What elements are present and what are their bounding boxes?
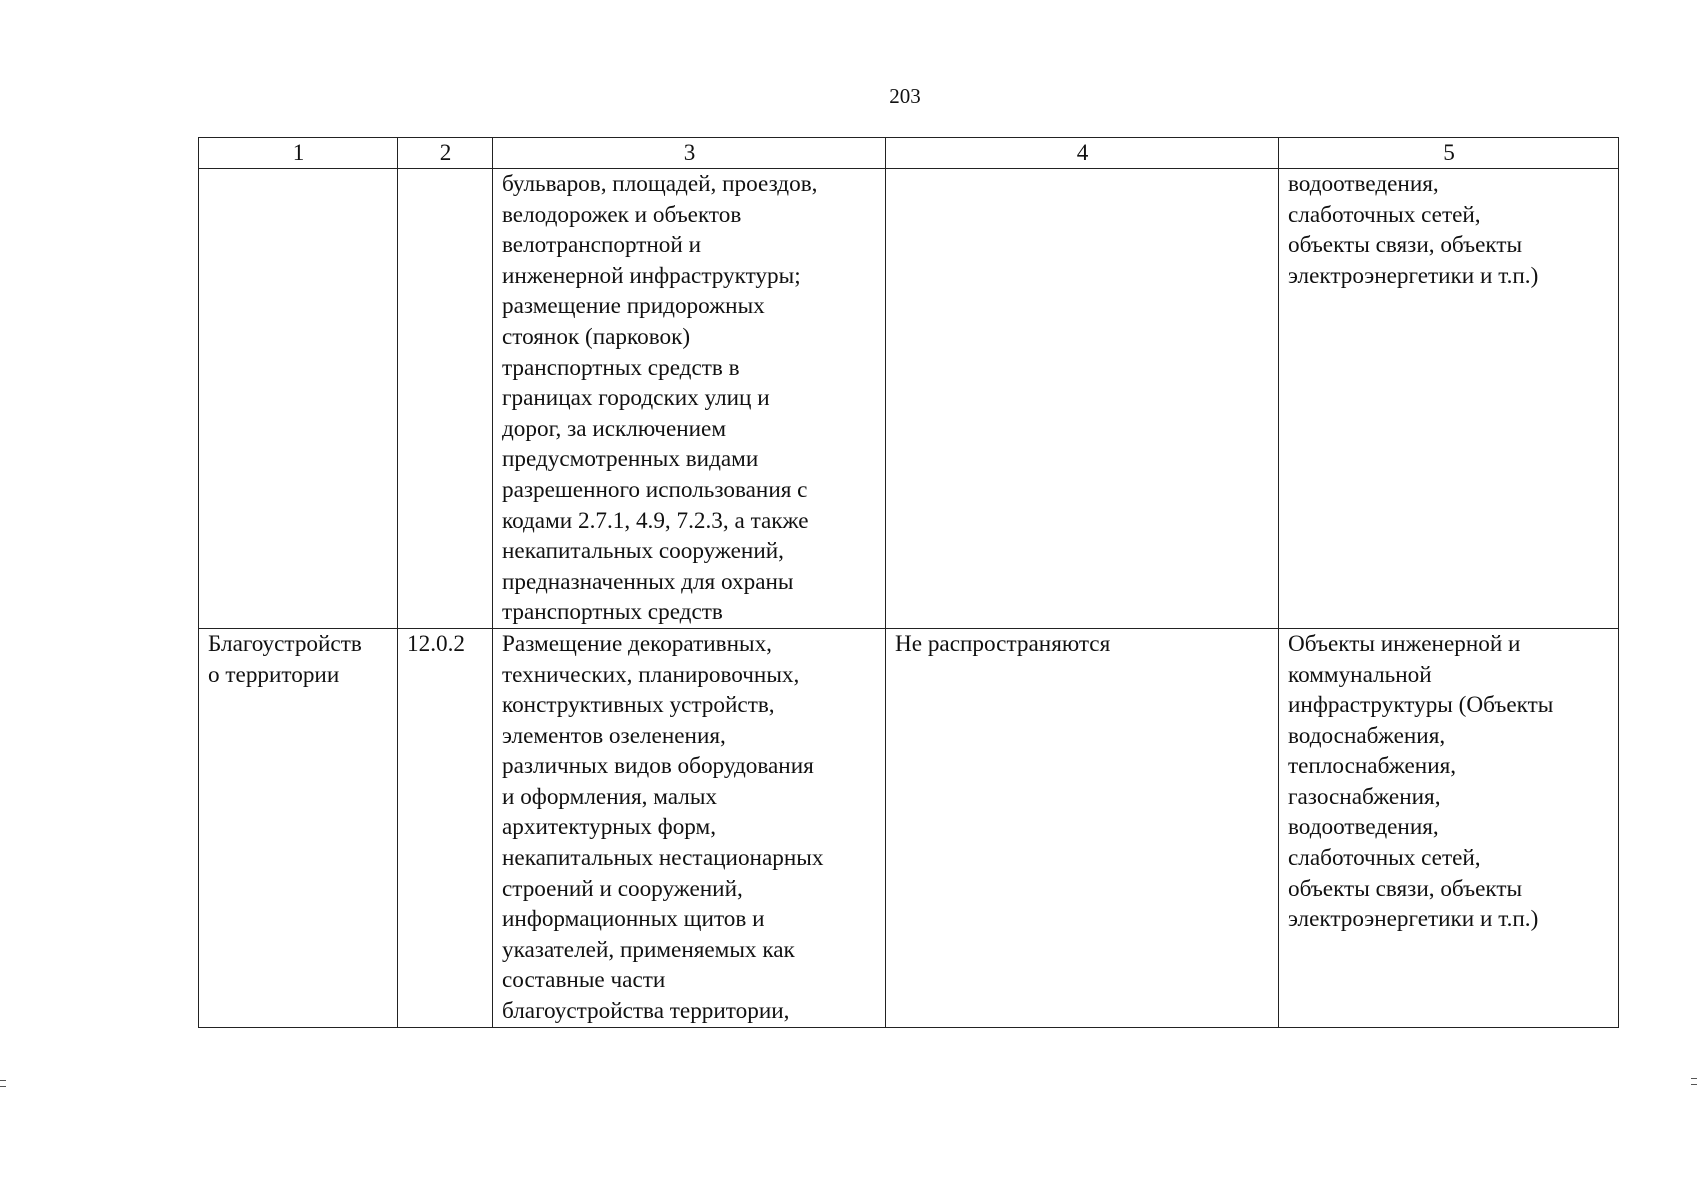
land-use-description-cell: Размещение декоративных, технических, планировочных, конструктивных устройств, элементов озеленения, различных видов оборудования и оформления, малых архитектурных форм, некапитальных нестационарных строений и сооружений, информационных щитов и указателей, применяемых как составные части благоустройства территории, — [493, 628, 886, 1027]
restrictions-cell — [886, 169, 1279, 629]
scan-edge-mark-right — [1691, 1084, 1697, 1085]
land-use-name-cell: Благоустройств о территории — [199, 628, 398, 1027]
table-row — [199, 169, 1619, 629]
scan-edge-mark-left — [0, 1080, 6, 1081]
permitted-objects-cell: водоотведения, слаботочных сетей, объекты связи, объекты электроэнергетики и т.п.) — [1279, 169, 1619, 629]
land-use-code-cell — [398, 169, 493, 629]
land-use-name-cell — [199, 169, 398, 629]
column-header-1: 1 — [199, 138, 398, 169]
column-header-4: 4 — [886, 138, 1279, 169]
land-use-code-cell: 12.0.2 — [398, 628, 493, 1027]
scan-edge-mark-right — [1691, 1078, 1697, 1079]
land-use-description-cell: бульваров, площадей, проездов, велодорожек и объектов велотранспортной и инженерной инфраструктуры; размещение придорожных стоянок (парковок) транспортных средств в границах городских улиц и дорог, за исключением предусмотренных видами разрешенного использования с кодами 2.7.1, 4.9, 7.2.3, а также некапитальных сооружений, предназначенных для охраны транспортных средств — [493, 169, 886, 629]
column-header-2: 2 — [398, 138, 493, 169]
permitted-objects-cell: Объекты инженерной и коммунальной инфраструктуры (Объекты водоснабжения, теплоснабжения, газоснабжения, водоотведения, слаботочных сетей, объекты связи, объекты электроэнергетики и т.п.) — [1279, 628, 1619, 1027]
column-header-3: 3 — [493, 138, 886, 169]
table-header-row — [199, 138, 1619, 169]
column-header-5: 5 — [1279, 138, 1619, 169]
table-row — [199, 628, 1619, 1027]
scan-edge-mark-left — [0, 1086, 6, 1087]
land-use-table — [198, 137, 1619, 1028]
page-number: 203 — [889, 84, 921, 108]
restrictions-cell: Не распространяются — [886, 628, 1279, 1027]
